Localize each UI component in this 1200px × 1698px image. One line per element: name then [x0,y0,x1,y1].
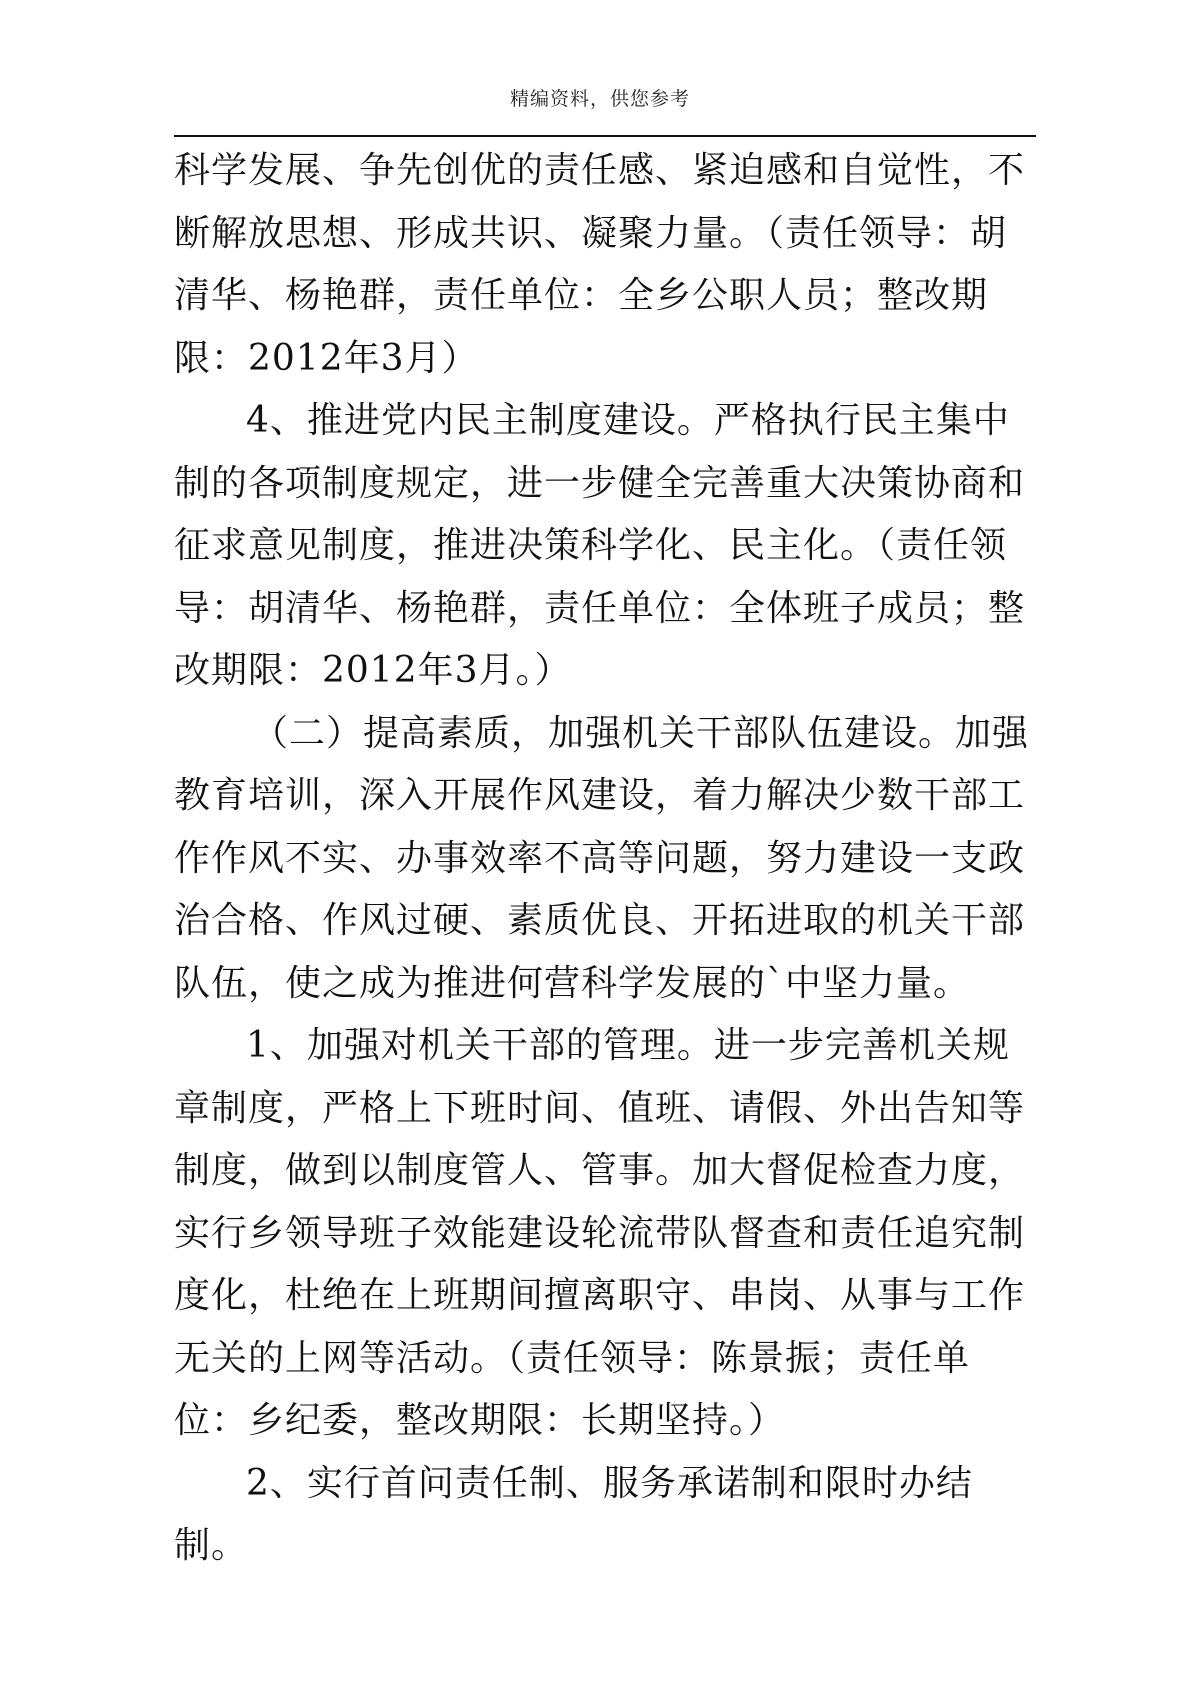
header-divider [174,135,1036,137]
paragraph-item-1: 1、加强对机关干部的管理。进一步完善机关规章制度，严格上下班时间、值班、请假、外出告知等制度，做到以制度管人、管事。加大督促检查力度，实行乡领导班子效能建设轮流带队督查和责任追究制度化，杜绝在上班期间擅离职守、串岗、从事与工作无关的上网等活动。（责任领导：陈景振；责任单位：乡纪委，整改期限：长期坚持。） [174,1025,1026,1441]
paragraph-continuation: 科学发展、争先创优的责任感、紧迫感和自觉性，不断解放思想、形成共识、凝聚力量。（责任领导：胡清华、杨艳群，责任单位：全乡公职人员；整改期限：2012年3月） [174,150,1026,379]
document-body [174,140,1036,1578]
paragraph-section-2: （二）提高素质，加强机关干部队伍建设。加强教育培训，深入开展作风建设，着力解决少数干部工作作风不实、办事效率不高等问题，努力建设一支政治合格、作风过硬、素质优良、开拓进取的机关干部队伍，使之成为推进何营科学发展的`中坚力量。 [174,712,1030,1004]
paragraph-item-4: 4、推进党内民主制度建设。严格执行民主集中制的各项制度规定，进一步健全完善重大决策协商和征求意见制度，推进决策科学化、民主化。（责任领导：胡清华、杨艳群，责任单位：全体班子成员；整改期限：2012年3月。） [174,400,1026,691]
paragraph-item-2: 2、实行首问责任制、服务承诺制和限时办结制。 [174,1462,973,1566]
page-header: 精编资料，供您参考 [509,88,690,110]
